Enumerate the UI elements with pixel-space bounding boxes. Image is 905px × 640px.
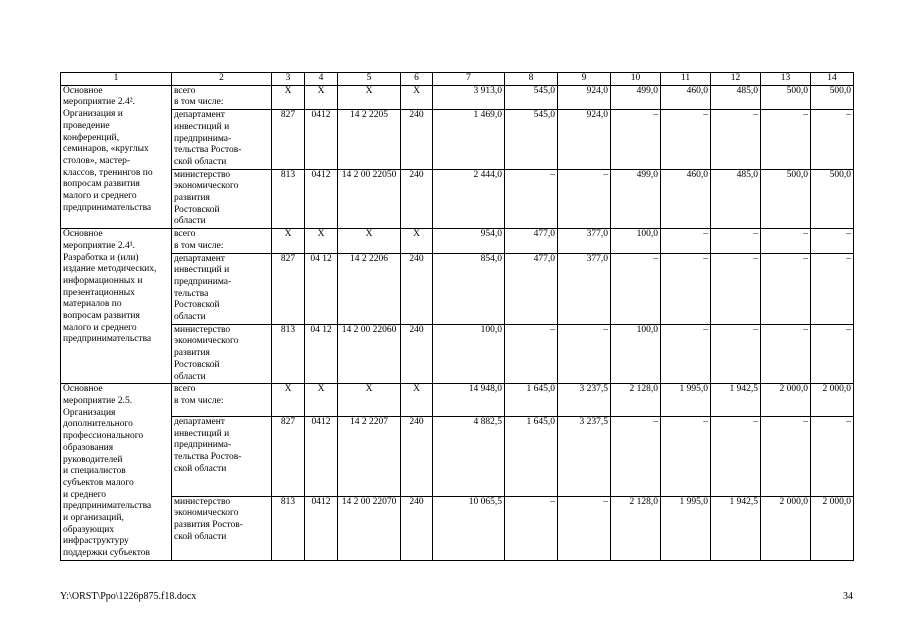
expense-type-cell: 240 bbox=[401, 169, 433, 229]
expense-type-cell: X bbox=[401, 85, 433, 109]
year-2020-cell: 377,0 bbox=[558, 253, 611, 324]
year-2021-cell: 2 128,0 bbox=[611, 384, 661, 417]
year-2021-cell: – bbox=[611, 253, 661, 324]
section-code-cell: 0412 bbox=[305, 110, 338, 170]
table-row bbox=[61, 384, 854, 417]
total-amount-cell: 2 444,0 bbox=[433, 169, 505, 229]
year-2019-cell: 477,0 bbox=[505, 229, 558, 253]
executor-cell: министерство экономического развития Ростовской области bbox=[172, 324, 272, 384]
executor-cell: всего в том числе: bbox=[172, 384, 272, 417]
year-2023-cell: 1 942,5 bbox=[711, 496, 761, 560]
year-2024-cell: 500,0 bbox=[761, 169, 811, 229]
target-article-cell: X bbox=[338, 229, 401, 253]
expense-type-cell: 240 bbox=[401, 253, 433, 324]
grbs-code-cell: 813 bbox=[272, 169, 305, 229]
year-2024-cell: 500,0 bbox=[761, 85, 811, 109]
table-row bbox=[61, 85, 854, 109]
year-2025-cell: – bbox=[811, 324, 854, 384]
year-2020-cell: 924,0 bbox=[558, 110, 611, 170]
total-amount-cell: 10 065,5 bbox=[433, 496, 505, 560]
year-2022-cell: 460,0 bbox=[661, 169, 711, 229]
year-2024-cell: 2 000,0 bbox=[761, 384, 811, 417]
year-2021-cell: 499,0 bbox=[611, 85, 661, 109]
expense-type-cell: 240 bbox=[401, 416, 433, 496]
column-header: 9 bbox=[558, 73, 611, 86]
target-article-cell: 14 2 2206 bbox=[338, 253, 401, 324]
expense-type-cell: X bbox=[401, 229, 433, 253]
year-2024-cell: – bbox=[761, 110, 811, 170]
year-2024-cell: – bbox=[761, 229, 811, 253]
year-2020-cell: 3 237,5 bbox=[558, 416, 611, 496]
column-header: 2 bbox=[172, 73, 272, 86]
year-2020-cell: 3 237,5 bbox=[558, 384, 611, 417]
grbs-code-cell: 827 bbox=[272, 253, 305, 324]
year-2021-cell: 2 128,0 bbox=[611, 496, 661, 560]
grbs-code-cell: X bbox=[272, 384, 305, 417]
year-2022-cell: – bbox=[661, 229, 711, 253]
section-code-cell: X bbox=[305, 229, 338, 253]
executor-cell: всего в том числе: bbox=[172, 85, 272, 109]
grbs-code-cell: X bbox=[272, 85, 305, 109]
year-2021-cell: – bbox=[611, 416, 661, 496]
table-row bbox=[61, 416, 854, 496]
target-article-cell: X bbox=[338, 85, 401, 109]
target-article-cell: 14 2 00 22070 bbox=[338, 496, 401, 560]
year-2024-cell: – bbox=[761, 253, 811, 324]
table-row bbox=[61, 229, 854, 253]
year-2019-cell: – bbox=[505, 169, 558, 229]
total-amount-cell: 954,0 bbox=[433, 229, 505, 253]
column-header: 13 bbox=[761, 73, 811, 86]
year-2019-cell: 477,0 bbox=[505, 253, 558, 324]
table-row bbox=[61, 169, 854, 229]
year-2024-cell: – bbox=[761, 416, 811, 496]
executor-cell: департамент инвестиций и предпринима- тельства Ростовской области bbox=[172, 253, 272, 324]
target-article-cell: 14 2 00 22060 bbox=[338, 324, 401, 384]
total-amount-cell: 100,0 bbox=[433, 324, 505, 384]
table-row bbox=[61, 110, 854, 170]
column-number-row bbox=[61, 73, 854, 86]
expense-type-cell: X bbox=[401, 384, 433, 417]
total-amount-cell: 854,0 bbox=[433, 253, 505, 324]
activity-description-cell: Основное мероприятие 2.4¹. Разработка и (или) издание методических, информационных и презентационных материалов по вопросам развития малого и среднего предпринимательства bbox=[61, 229, 172, 384]
column-header: 5 bbox=[338, 73, 401, 86]
column-header: 3 bbox=[272, 73, 305, 86]
target-article-cell: 14 2 2205 bbox=[338, 110, 401, 170]
grbs-code-cell: 813 bbox=[272, 496, 305, 560]
table-row bbox=[61, 496, 854, 560]
executor-cell: всего в том числе: bbox=[172, 229, 272, 253]
section-code-cell: 0412 bbox=[305, 496, 338, 560]
total-amount-cell: 1 469,0 bbox=[433, 110, 505, 170]
column-header: 4 bbox=[305, 73, 338, 86]
year-2019-cell: – bbox=[505, 496, 558, 560]
year-2023-cell: 1 942,5 bbox=[711, 384, 761, 417]
column-header: 11 bbox=[661, 73, 711, 86]
year-2023-cell: 485,0 bbox=[711, 85, 761, 109]
year-2023-cell: – bbox=[711, 110, 761, 170]
year-2021-cell: – bbox=[611, 110, 661, 170]
year-2024-cell: – bbox=[761, 324, 811, 384]
grbs-code-cell: 827 bbox=[272, 110, 305, 170]
table-row bbox=[61, 253, 854, 324]
section-code-cell: 0412 bbox=[305, 169, 338, 229]
grbs-code-cell: 813 bbox=[272, 324, 305, 384]
year-2019-cell: 545,0 bbox=[505, 110, 558, 170]
year-2024-cell: 2 000,0 bbox=[761, 496, 811, 560]
executor-cell: министерство экономического развития Ростовской области bbox=[172, 169, 272, 229]
year-2023-cell: – bbox=[711, 253, 761, 324]
year-2021-cell: 499,0 bbox=[611, 169, 661, 229]
year-2019-cell: 1 645,0 bbox=[505, 384, 558, 417]
section-code-cell: 0412 bbox=[305, 416, 338, 496]
year-2025-cell: – bbox=[811, 416, 854, 496]
year-2025-cell: – bbox=[811, 229, 854, 253]
year-2022-cell: 1 995,0 bbox=[661, 384, 711, 417]
expense-type-cell: 240 bbox=[401, 110, 433, 170]
expense-type-cell: 240 bbox=[401, 496, 433, 560]
grbs-code-cell: 827 bbox=[272, 416, 305, 496]
grbs-code-cell: X bbox=[272, 229, 305, 253]
section-code-cell: 04 12 bbox=[305, 324, 338, 384]
year-2021-cell: 100,0 bbox=[611, 229, 661, 253]
year-2022-cell: – bbox=[661, 416, 711, 496]
year-2023-cell: 485,0 bbox=[711, 169, 761, 229]
executor-cell: министерство экономического развития Ростов- ской области bbox=[172, 496, 272, 560]
total-amount-cell: 4 882,5 bbox=[433, 416, 505, 496]
year-2023-cell: – bbox=[711, 229, 761, 253]
executor-cell: департамент инвестиций и предпринима- тельства Ростов- ской области bbox=[172, 110, 272, 170]
year-2021-cell: 100,0 bbox=[611, 324, 661, 384]
year-2025-cell: 2 000,0 bbox=[811, 496, 854, 560]
target-article-cell: X bbox=[338, 384, 401, 417]
activity-description-cell: Основное мероприятие 2.4². Организация и проведение конференций, семинаров, «круглых столов», мастер- классов, тренингов по вопросам развития малого и среднего предпринимательства bbox=[61, 85, 172, 228]
total-amount-cell: 14 948,0 bbox=[433, 384, 505, 417]
year-2025-cell: – bbox=[811, 253, 854, 324]
column-header: 10 bbox=[611, 73, 661, 86]
year-2025-cell: 2 000,0 bbox=[811, 384, 854, 417]
expense-type-cell: 240 bbox=[401, 324, 433, 384]
section-code-cell: X bbox=[305, 85, 338, 109]
table-row bbox=[61, 324, 854, 384]
year-2022-cell: 460,0 bbox=[661, 85, 711, 109]
year-2022-cell: – bbox=[661, 253, 711, 324]
year-2022-cell: – bbox=[661, 110, 711, 170]
year-2020-cell: 924,0 bbox=[558, 85, 611, 109]
executor-cell: департамент инвестиций и предпринима- тельства Ростов- ской области bbox=[172, 416, 272, 496]
section-code-cell: X bbox=[305, 384, 338, 417]
file-path: Y:\ORST\Ppo\1226p875.f18.docx bbox=[60, 591, 197, 602]
target-article-cell: 14 2 00 22050 bbox=[338, 169, 401, 229]
activity-description-cell: Основное мероприятие 2.5. Организация дополнительного профессионального образования руководителей и специалистов субъектов малого и среднего предпринимательства и организаций, образующих инфраструктуру поддержки субъектов bbox=[61, 384, 172, 561]
year-2020-cell: 377,0 bbox=[558, 229, 611, 253]
page-number: 34 bbox=[843, 591, 853, 602]
column-header: 14 bbox=[811, 73, 854, 86]
year-2019-cell: – bbox=[505, 324, 558, 384]
year-2022-cell: – bbox=[661, 324, 711, 384]
year-2023-cell: – bbox=[711, 416, 761, 496]
year-2025-cell: – bbox=[811, 110, 854, 170]
year-2019-cell: 545,0 bbox=[505, 85, 558, 109]
year-2022-cell: 1 995,0 bbox=[661, 496, 711, 560]
year-2020-cell: – bbox=[558, 496, 611, 560]
section-code-cell: 04 12 bbox=[305, 253, 338, 324]
column-header: 8 bbox=[505, 73, 558, 86]
year-2023-cell: – bbox=[711, 324, 761, 384]
total-amount-cell: 3 913,0 bbox=[433, 85, 505, 109]
column-header: 1 bbox=[61, 73, 172, 86]
column-header: 6 bbox=[401, 73, 433, 86]
column-header: 7 bbox=[433, 73, 505, 86]
budget-table bbox=[60, 72, 854, 561]
year-2020-cell: – bbox=[558, 169, 611, 229]
target-article-cell: 14 2 2207 bbox=[338, 416, 401, 496]
column-header: 12 bbox=[711, 73, 761, 86]
year-2020-cell: – bbox=[558, 324, 611, 384]
year-2019-cell: 1 645,0 bbox=[505, 416, 558, 496]
year-2025-cell: 500,0 bbox=[811, 85, 854, 109]
year-2025-cell: 500,0 bbox=[811, 169, 854, 229]
